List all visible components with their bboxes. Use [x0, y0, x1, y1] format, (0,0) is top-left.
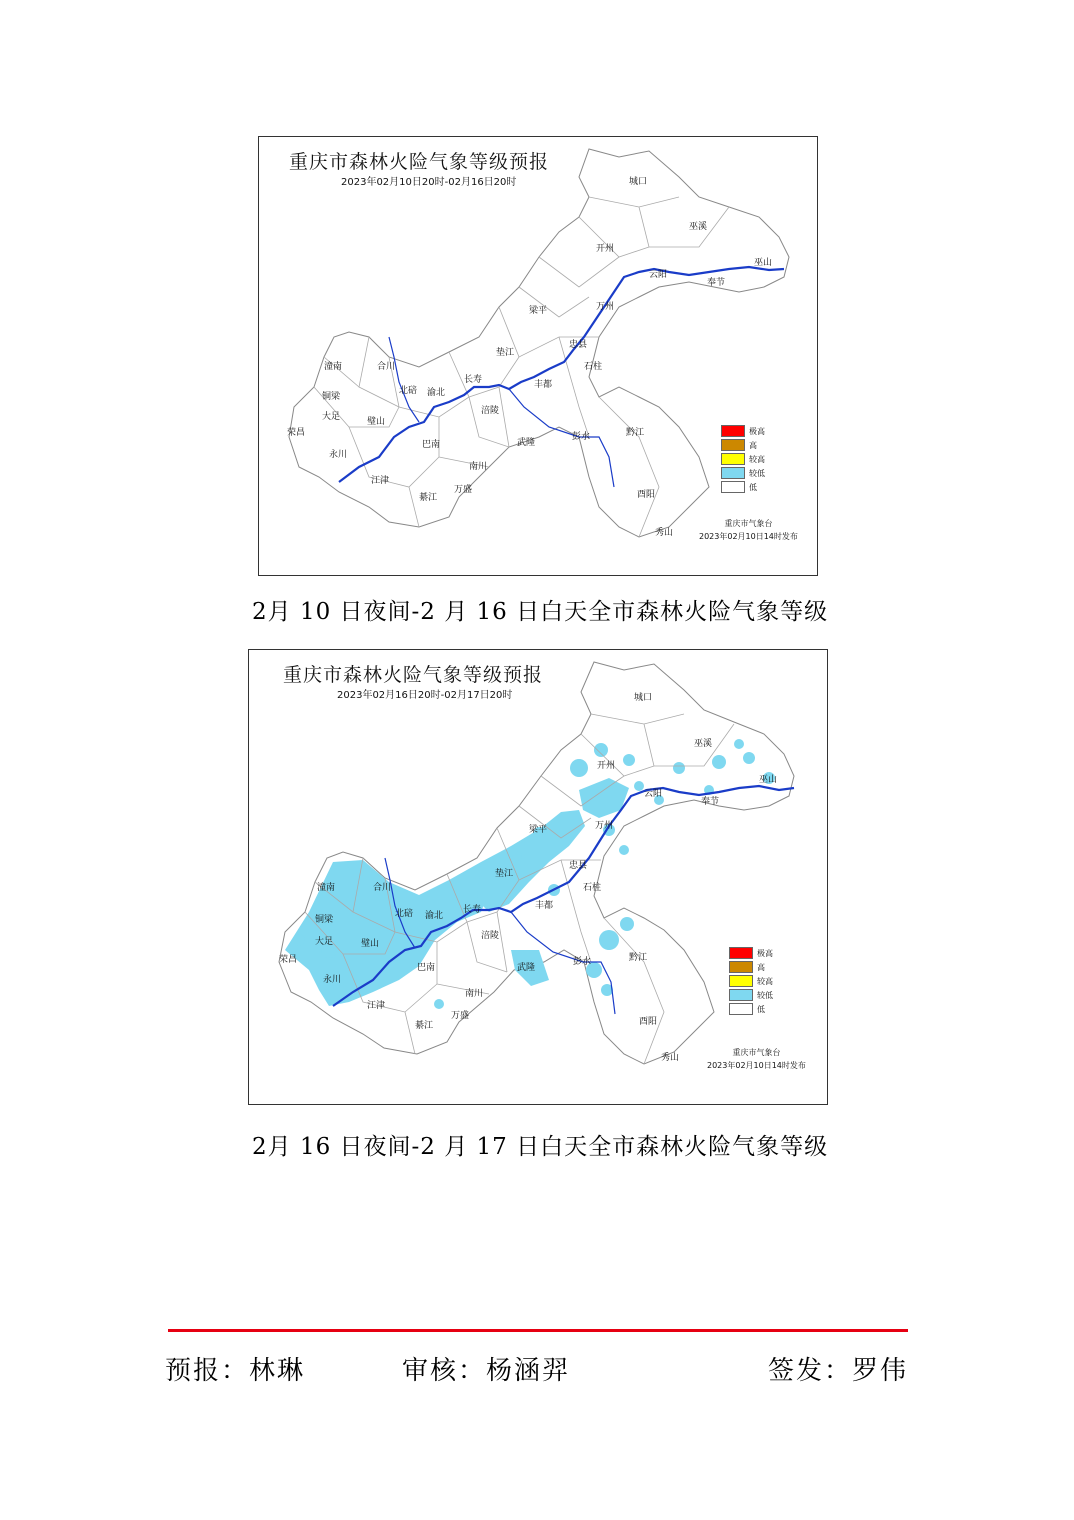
svg-text:石柱: 石柱	[583, 883, 602, 893]
legend-swatch	[721, 439, 745, 451]
svg-text:垫江: 垫江	[495, 869, 514, 879]
svg-text:合川: 合川	[373, 883, 392, 893]
svg-text:彭水: 彭水	[572, 432, 591, 442]
svg-text:北碚: 北碚	[399, 386, 418, 396]
map-1-period: 2023年02月10日20时-02月16日20时	[341, 177, 517, 188]
map-2-drawing	[249, 650, 827, 1104]
svg-text:酉阳: 酉阳	[637, 490, 656, 500]
svg-text:黔江: 黔江	[629, 953, 648, 963]
forecast-map-1	[258, 136, 818, 576]
svg-text:合川: 合川	[377, 362, 396, 372]
svg-text:南川: 南川	[469, 462, 488, 472]
map-2-title: 重庆市森林火险气象等级预报	[283, 664, 544, 686]
svg-text:黔江: 黔江	[626, 428, 645, 438]
legend-row: 较低	[729, 988, 773, 1002]
map-2-caption: 2月 16 日夜间-2 月 17 日白天全市森林火险气象等级	[252, 1134, 829, 1160]
svg-text:北碚: 北碚	[395, 909, 414, 919]
legend-row: 极高	[729, 946, 773, 960]
svg-text:酉阳: 酉阳	[639, 1017, 658, 1027]
svg-text:巫溪: 巫溪	[694, 739, 713, 749]
svg-text:石柱: 石柱	[584, 362, 603, 372]
issue-time: 2023年02月10日14时发布	[707, 1061, 806, 1070]
svg-text:云阳: 云阳	[644, 789, 663, 799]
svg-text:巴南: 巴南	[417, 963, 436, 973]
legend-swatch	[721, 467, 745, 479]
svg-text:梁平: 梁平	[529, 306, 548, 316]
svg-text:渝北: 渝北	[425, 911, 444, 921]
legend-row: 极高	[721, 424, 765, 438]
svg-text:潼南: 潼南	[324, 362, 343, 372]
svg-text:永川: 永川	[323, 975, 342, 985]
svg-text:綦江: 綦江	[419, 493, 438, 503]
svg-text:秀山: 秀山	[655, 528, 674, 538]
legend-swatch	[729, 961, 753, 973]
svg-text:巫山: 巫山	[754, 258, 773, 268]
legend-row: 较高	[729, 974, 773, 988]
legend-swatch	[721, 453, 745, 465]
legend-row: 较高	[721, 452, 765, 466]
svg-text:綦江: 綦江	[415, 1021, 434, 1031]
svg-text:开州: 开州	[597, 761, 616, 771]
legend-swatch	[729, 1003, 753, 1015]
svg-text:万州: 万州	[595, 821, 614, 831]
svg-text:长寿: 长寿	[464, 375, 483, 385]
legend-swatch	[729, 947, 753, 959]
svg-text:梁平: 梁平	[529, 825, 548, 835]
legend-row: 低	[721, 480, 765, 494]
svg-text:璧山: 璧山	[361, 939, 380, 949]
svg-text:丰都: 丰都	[535, 901, 554, 911]
svg-text:忠县: 忠县	[569, 340, 588, 350]
issuer-signature: 签发：罗伟	[768, 1356, 909, 1386]
issuer-name: 重庆市气象台	[724, 519, 773, 528]
svg-text:万州: 万州	[596, 302, 615, 312]
issue-time: 2023年02月10日14时发布	[699, 532, 798, 541]
svg-text:忠县: 忠县	[569, 861, 588, 871]
svg-text:荣昌: 荣昌	[279, 955, 298, 965]
forecast-map-2	[248, 649, 828, 1105]
svg-text:潼南: 潼南	[317, 883, 336, 893]
map-2-legend	[729, 946, 773, 1016]
map-1-drawing	[259, 137, 817, 575]
svg-text:城口: 城口	[634, 693, 653, 703]
svg-text:城口: 城口	[629, 177, 648, 187]
svg-text:巫溪: 巫溪	[689, 222, 708, 232]
svg-text:璧山: 璧山	[367, 417, 386, 427]
svg-text:荣昌: 荣昌	[287, 428, 306, 438]
region-outline	[289, 149, 789, 537]
legend-swatch	[721, 481, 745, 493]
svg-text:云阳: 云阳	[649, 270, 668, 280]
legend-row: 低	[729, 1002, 773, 1016]
legend-row: 高	[721, 438, 765, 452]
legend-row: 较低	[721, 466, 765, 480]
svg-text:永川: 永川	[329, 450, 348, 460]
svg-text:铜梁: 铜梁	[315, 915, 334, 925]
svg-text:长寿: 长寿	[463, 905, 482, 915]
svg-text:武隆: 武隆	[517, 963, 536, 973]
svg-text:开州: 开州	[596, 244, 615, 254]
svg-text:秀山: 秀山	[661, 1053, 680, 1063]
map-2-period: 2023年02月16日20时-02月17日20时	[337, 690, 513, 701]
legend-swatch	[729, 975, 753, 987]
svg-text:江津: 江津	[367, 1001, 386, 1011]
svg-text:万盛: 万盛	[451, 1011, 470, 1021]
map-1-caption: 2月 10 日夜间-2 月 16 日白天全市森林火险气象等级	[252, 599, 829, 625]
svg-text:丰都: 丰都	[534, 380, 553, 390]
red-divider	[168, 1329, 908, 1332]
svg-text:万盛: 万盛	[454, 485, 473, 495]
forecaster-signature: 预报：林琳	[165, 1356, 306, 1386]
svg-text:渝北: 渝北	[427, 388, 446, 398]
reviewer-signature: 审核：杨涵羿	[402, 1356, 571, 1386]
map-1-issuer	[699, 517, 798, 543]
svg-text:大足: 大足	[315, 937, 334, 947]
legend-swatch	[721, 425, 745, 437]
svg-text:南川: 南川	[465, 989, 484, 999]
legend-row: 高	[729, 960, 773, 974]
svg-text:奉节: 奉节	[701, 797, 720, 807]
map-1-title: 重庆市森林火险气象等级预报	[289, 151, 550, 173]
issuer-name: 重庆市气象台	[732, 1048, 781, 1057]
map-1-legend	[721, 424, 765, 494]
svg-text:巴南: 巴南	[422, 440, 441, 450]
map-2-issuer	[707, 1046, 806, 1072]
legend-swatch	[729, 989, 753, 1001]
svg-text:彭水: 彭水	[573, 957, 592, 967]
svg-text:涪陵: 涪陵	[481, 406, 500, 416]
svg-text:涪陵: 涪陵	[481, 931, 500, 941]
svg-text:武隆: 武隆	[517, 438, 536, 448]
svg-text:江津: 江津	[371, 476, 390, 486]
svg-text:大足: 大足	[322, 412, 341, 422]
svg-text:巫山: 巫山	[759, 775, 778, 785]
svg-text:垫江: 垫江	[496, 348, 515, 358]
svg-text:奉节: 奉节	[707, 278, 726, 288]
svg-text:铜梁: 铜梁	[322, 392, 341, 402]
